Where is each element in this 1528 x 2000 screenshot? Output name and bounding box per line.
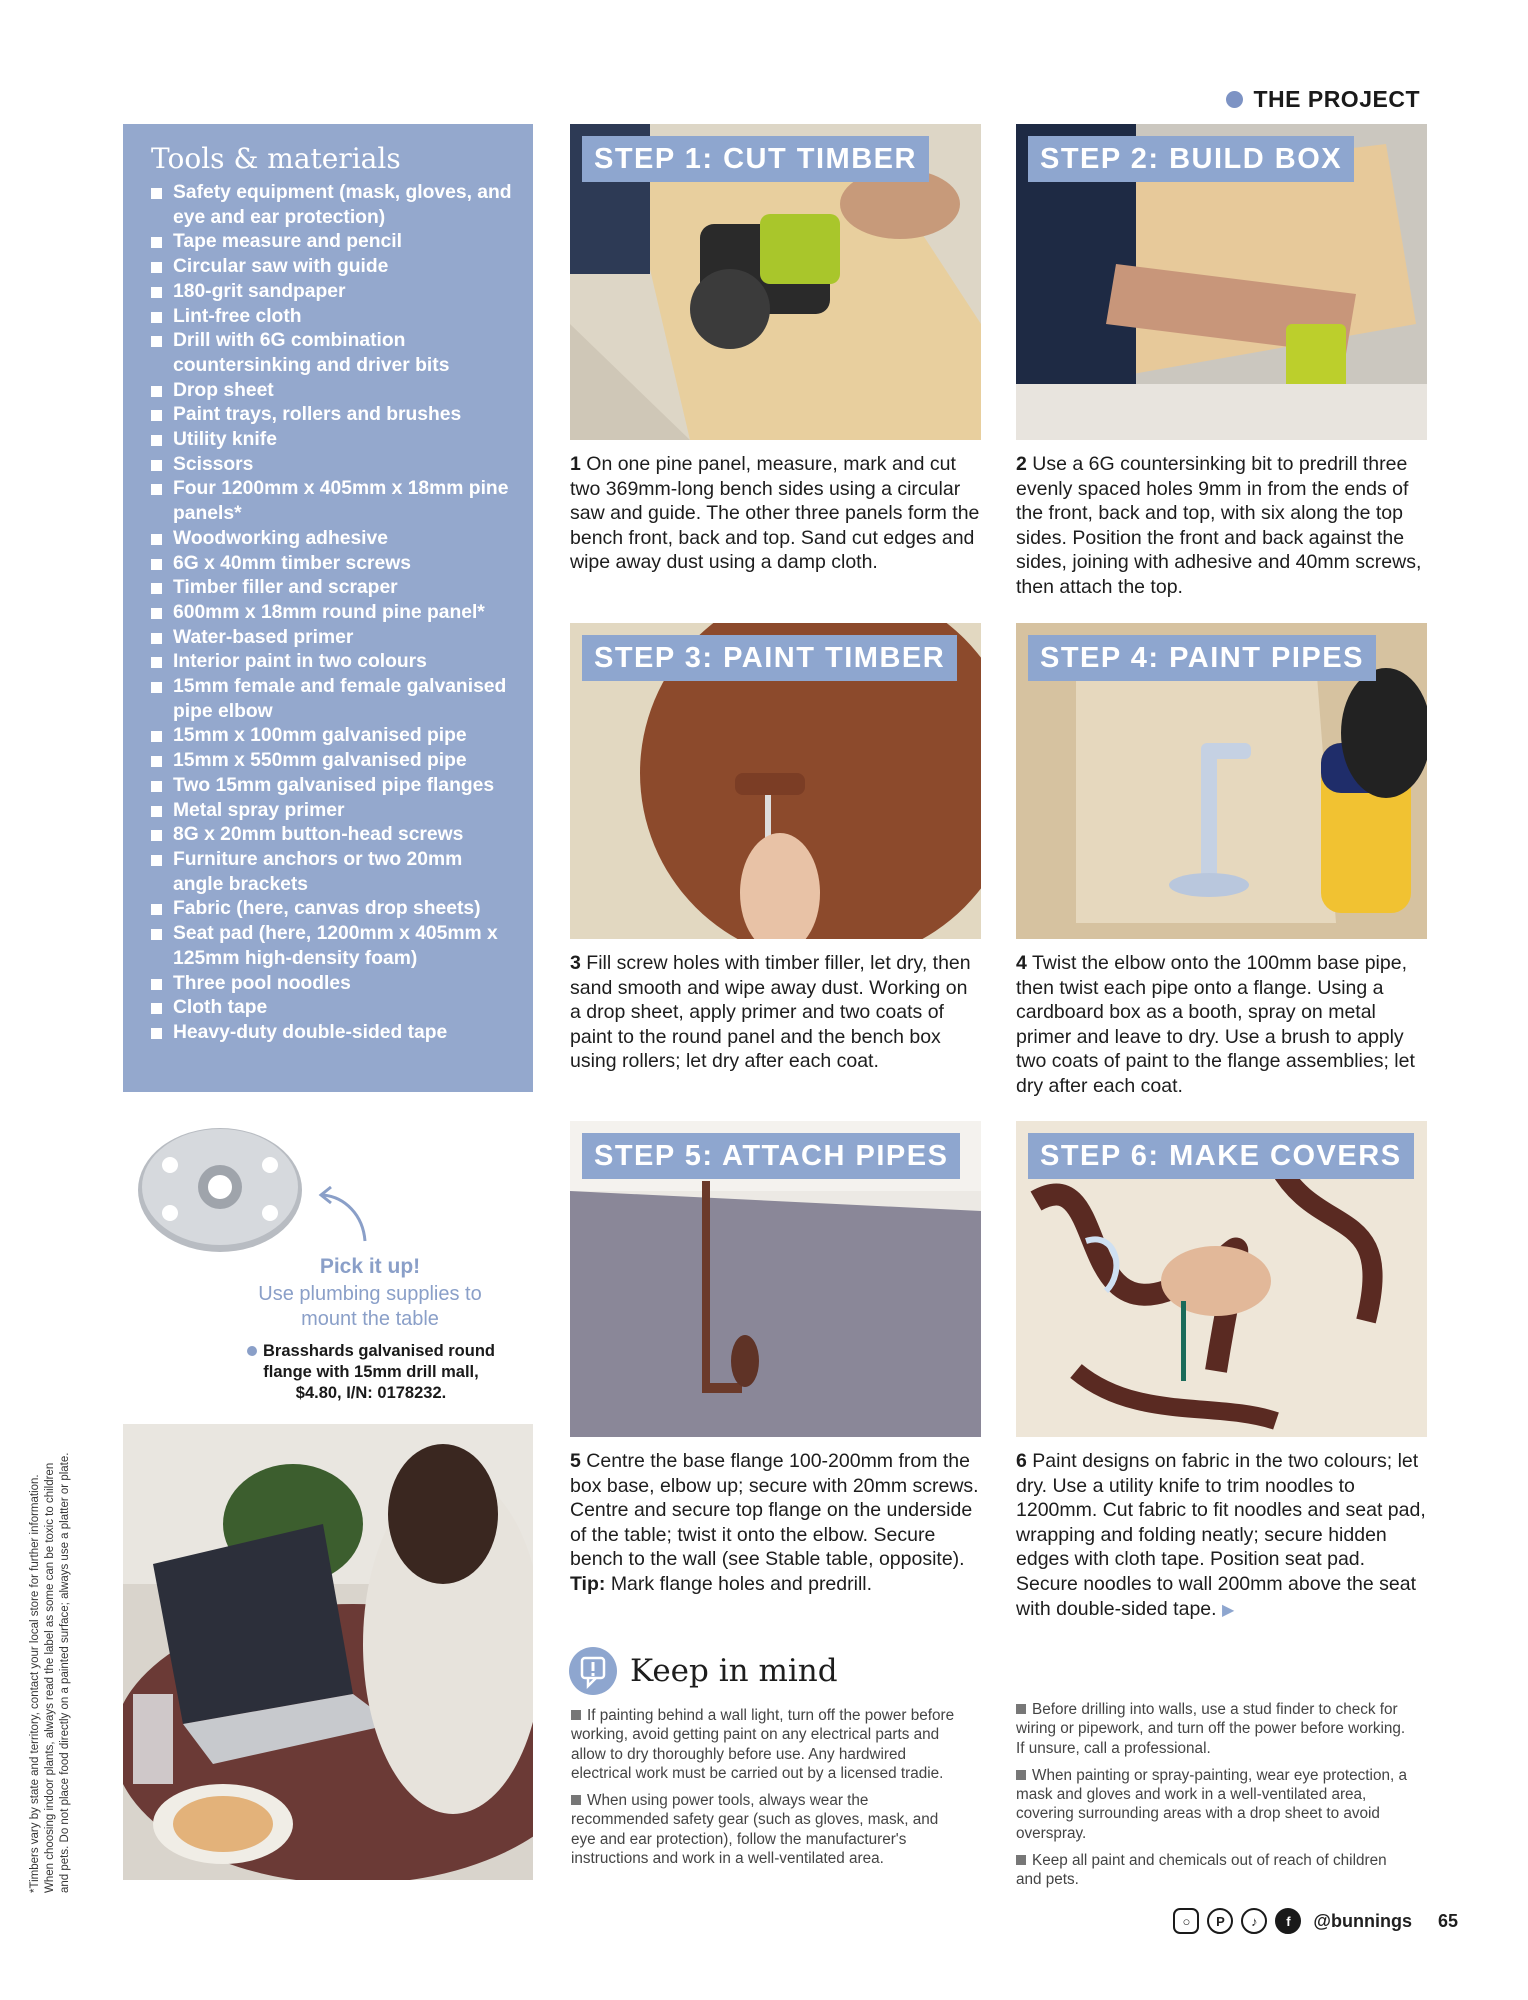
step1-badge: STEP 1: CUT TIMBER [582,136,929,182]
kim-tip [571,1791,961,1868]
tool-item: 600mm x 18mm round pine panel* [151,601,515,626]
tool-item: 6G x 40mm timber screws [151,552,515,577]
kim-tip-text: Keep all paint and chemicals out of reach of children and pets. [1016,1852,1387,1889]
product-detail: with 15mm drill mall, [316,1363,479,1381]
section-tag [1226,86,1420,113]
tool-item: Safety equipment (mask, gloves, and eye and ear protection) [151,181,515,230]
step4-text [1016,951,1428,1099]
tools-title: Tools & materials [151,142,401,175]
tool-item: Water-based primer [151,626,515,651]
bullet-square-icon [571,1710,581,1720]
bullet-square-icon [1016,1855,1026,1865]
step6-num: 6 [1016,1450,1027,1472]
step5-text [570,1449,982,1597]
tool-item: Furniture anchors or two 20mm angle brackets [151,848,515,897]
product-name: Brasshards galvanised round [263,1342,495,1360]
step5-tip-label: Tip: [570,1572,606,1595]
tool-item: Tape measure and pencil [151,230,515,255]
lifestyle-illustration [123,1424,533,1880]
continue-arrow-icon: ▶ [1221,1601,1235,1619]
tool-item: 15mm female and female galvanised pipe elbow [151,675,515,724]
flange-image [135,1125,305,1255]
kim-tip [571,1706,961,1783]
tool-item: Drill with 6G combination countersinking and driver bits [151,329,515,378]
step3-text [570,951,982,1074]
step2-text [1016,452,1428,600]
tool-item: Interior paint in two colours [151,650,515,675]
step6-badge: STEP 6: MAKE COVERS [1028,1133,1414,1179]
footer [1173,1908,1458,1934]
facebook-icon[interactable]: f [1275,1908,1301,1934]
info-icon [568,1646,618,1696]
product-type: flange [263,1363,312,1381]
kim-tip-text: When using power tools, always wear the recommended safety gear (such as gloves, mask, and eye and ear protection), follow the manufacturer's instructions and work in a well-ventilated area. [571,1792,939,1868]
pickup-subtitle: Use plumbing supplies to mount the table [258,1283,482,1330]
tool-item: Fabric (here, canvas drop sheets) [151,897,515,922]
social-handle[interactable]: @bunnings [1313,1910,1412,1931]
side-note-line: and pets. Do not place food directly on a painted surface; always use a platter or plate. [59,1452,71,1893]
instagram-icon[interactable]: ○ [1173,1908,1199,1934]
tool-item: 180-grit sandpaper [151,280,515,305]
keep-in-mind-heading [568,1646,838,1696]
step5-num: 5 [570,1450,581,1472]
step1-body: On one pine panel, measure, mark and cut two 369mm-long bench sides using a circular saw and guide. The other three panels form the bench front, back and top. Sand cut edges and wipe away dust using a damp cloth. [570,453,980,574]
tool-item: Paint trays, rollers and brushes [151,403,515,428]
bullet-square-icon [1016,1770,1026,1780]
tool-item: Lint-free cloth [151,305,515,330]
tools-panel [123,124,533,1092]
arrow-icon [315,1185,375,1245]
tool-item: Three pool noodles [151,972,515,997]
kim-tip-text: When painting or spray-painting, wear eye protection, a mask and gloves and work in a well-ventilated area, covering surrounding areas with a drop sheet to avoid overspray. [1016,1766,1407,1842]
step3-photo [570,623,981,939]
tool-item: Circular saw with guide [151,255,515,280]
kim-tip-text: Before drilling into walls, use a stud finder to check for wiring or pipework, and turn off the power before working. If unsure, call a professional. [1016,1701,1406,1757]
step3-body: Fill screw holes with timber filler, let dry, then sand smooth and wipe away dust. Working on a drop sheet, apply primer and two coats of paint to the round panel and the bench box using rollers; let dry after each coat. [570,952,971,1073]
tool-item: Four 1200mm x 405mm x 18mm pine panels* [151,477,515,526]
kim-tip-text: If painting behind a wall light, turn off the power before working, avoid getting paint on any electrical parts and allow to dry thoroughly before use. Any hardwired electrical work must be carried out by a licensed tradie. [571,1707,955,1782]
step2-badge: STEP 2: BUILD BOX [1028,136,1354,182]
step1-text [570,452,982,575]
kim-tip [1016,1851,1416,1890]
tools-list [151,181,515,1046]
step4-badge: STEP 4: PAINT PIPES [1028,635,1376,681]
pickup-product [236,1341,506,1404]
product-price: $4.80, I/N: 0178232. [295,1384,447,1402]
step6-body: Paint designs on fabric in the two colours; let dry. Use a utility knife to trim noodles to 1200mm. Cut fabric to fit noodles and seat pad, wrapping and folding neatly; secure hidden edges with cloth tape. Position seat pad. Secure noodles to wall 200mm above the seat with double-sided tape. [1016,1450,1426,1620]
keep-in-mind-left [571,1706,961,1876]
bullet-square-icon [571,1795,581,1805]
section-label: THE PROJECT [1253,86,1420,112]
page-number: 65 [1437,1910,1458,1931]
tool-item: 8G x 20mm button-head screws [151,823,515,848]
step3-num: 3 [570,952,581,974]
step5-badge: STEP 5: ATTACH PIPES [582,1133,960,1179]
step5-body: Centre the base flange 100-200mm from the box base, elbow up; secure with 20mm screws. Centre and secure top flange on the underside of the table; twist it onto the elbow. Secure bench to the wall (see Stable table, opposite). [570,1450,979,1571]
keep-in-mind-title: Keep in mind [630,1653,838,1689]
tool-item: Woodworking adhesive [151,527,515,552]
section-dot-icon [1226,91,1243,108]
step2-num: 2 [1016,453,1027,475]
step1-photo [570,124,981,440]
tool-item: Heavy-duty double-sided tape [151,1021,515,1046]
step5-tip-text: Mark flange holes and predrill. [610,1572,873,1595]
kim-tip [1016,1700,1416,1758]
step4-num: 4 [1016,952,1027,974]
tool-item: Cloth tape [151,996,515,1021]
tool-item: Timber filler and scraper [151,576,515,601]
step1-num: 1 [570,453,581,475]
bullet-dot-icon [247,1346,257,1356]
step2-photo [1016,124,1427,440]
step4-photo [1016,623,1427,939]
side-note [28,1373,73,1893]
step5-photo [570,1121,981,1437]
tool-item: Two 15mm galvanised pipe flanges [151,774,515,799]
step3-badge: STEP 3: PAINT TIMBER [582,635,957,681]
step2-body: Use a 6G countersinking bit to predrill three evenly spaced holes 9mm in from the ends of the front, back and top, with six along the top sides. Position the front and back against the sides, joining with adhesive and 40mm screws, then attach the top. [1016,453,1422,598]
keep-in-mind-right [1016,1700,1416,1898]
bullet-square-icon [1016,1704,1026,1714]
kim-tip [1016,1766,1416,1843]
tool-item: Drop sheet [151,379,515,404]
step6-text [1016,1449,1428,1623]
tool-item: Scissors [151,453,515,478]
step4-body: Twist the elbow onto the 100mm base pipe, then twist each pipe onto a flange. Using a cardboard box as a booth, spray on metal primer and leave to dry. Use a brush to apply two coats of paint to the flange assemblies; let dry after each coat. [1016,952,1415,1097]
pinterest-icon[interactable]: P [1207,1908,1233,1934]
lifestyle-photo [123,1424,533,1880]
tool-item: 15mm x 550mm galvanised pipe [151,749,515,774]
side-note-line: *Timbers vary by state and territory, contact your local store for further information. [29,1474,41,1893]
tiktok-icon[interactable]: ♪ [1241,1908,1267,1934]
tool-item: Metal spray primer [151,799,515,824]
tool-item: 15mm x 100mm galvanised pipe [151,724,515,749]
step6-photo [1016,1121,1427,1437]
tool-item: Utility knife [151,428,515,453]
pickup-title: Pick it up! [319,1255,421,1278]
side-note-line: When choosing indoor plants, always read the label as some can be toxic to children [44,1462,56,1893]
tool-item: Seat pad (here, 1200mm x 405mm x 125mm high-density foam) [151,922,515,971]
